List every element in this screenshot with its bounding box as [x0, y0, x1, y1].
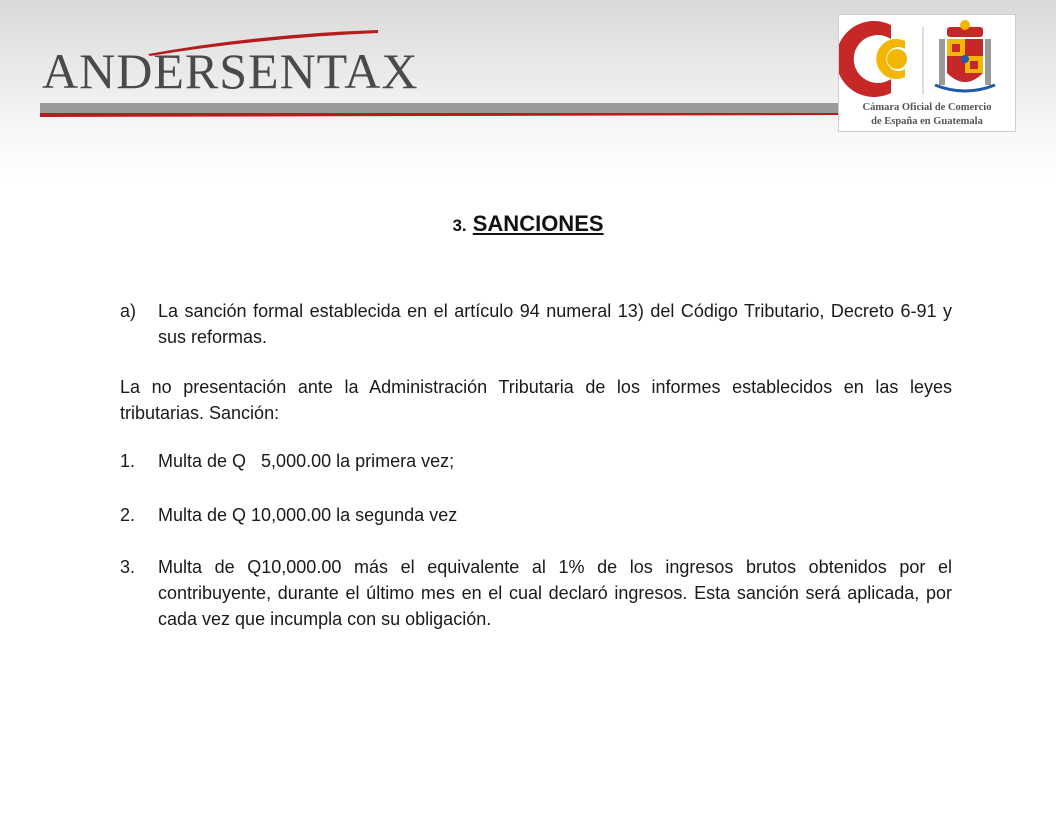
section-title: SANCIONES — [472, 211, 604, 236]
penalty-item-2 — [120, 502, 952, 528]
section-heading — [0, 211, 1056, 237]
list-item-a — [120, 298, 952, 350]
list-marker: 1. — [120, 451, 136, 471]
penalty-text: Multa de Q 5,000.00 la primera vez; — [158, 451, 455, 471]
chamber-of-commerce-logo — [838, 14, 1016, 132]
coat-of-arms-icon — [935, 20, 995, 91]
document-body — [120, 298, 952, 632]
list-marker: a) — [120, 301, 137, 321]
penalty-text: Multa de Q10,000.00 más el equivalente al 1% de los ingresos brutos obtenidos por el contribuyente, durante el último mes en el cual declaró ingresos. Esta sanción será aplicada, por cada vez que incumpla con su obligación. — [158, 557, 952, 629]
brand-name: ANDERSENTAX — [42, 43, 419, 99]
chamber-caption — [839, 101, 1015, 129]
section-number: 3. — [452, 216, 467, 235]
chamber-cc-icon — [839, 21, 907, 97]
chamber-caption-line-2: de España en Guatemala — [871, 116, 983, 127]
list-item-text: La sanción formal establecida en el artículo 94 numeral 13) del Código Tributario, Decreto 6-91 y sus reformas. — [158, 301, 952, 347]
list-marker: 3. — [120, 557, 136, 577]
penalty-text: Multa de Q 10,000.00 la segunda vez — [158, 505, 458, 525]
chamber-caption-line-1: Cámara Oficial de Comercio — [862, 102, 992, 113]
penalty-item-1 — [120, 448, 952, 474]
header-divider — [40, 103, 840, 133]
andersen-tax-logo — [38, 28, 419, 99]
list-marker: 2. — [120, 505, 136, 525]
penalty-item-3 — [120, 554, 952, 632]
body-paragraph: La no presentación ante la Administración Tributaria de los informes establecidos en las leyes tributarias. Sanción: — [120, 377, 952, 423]
